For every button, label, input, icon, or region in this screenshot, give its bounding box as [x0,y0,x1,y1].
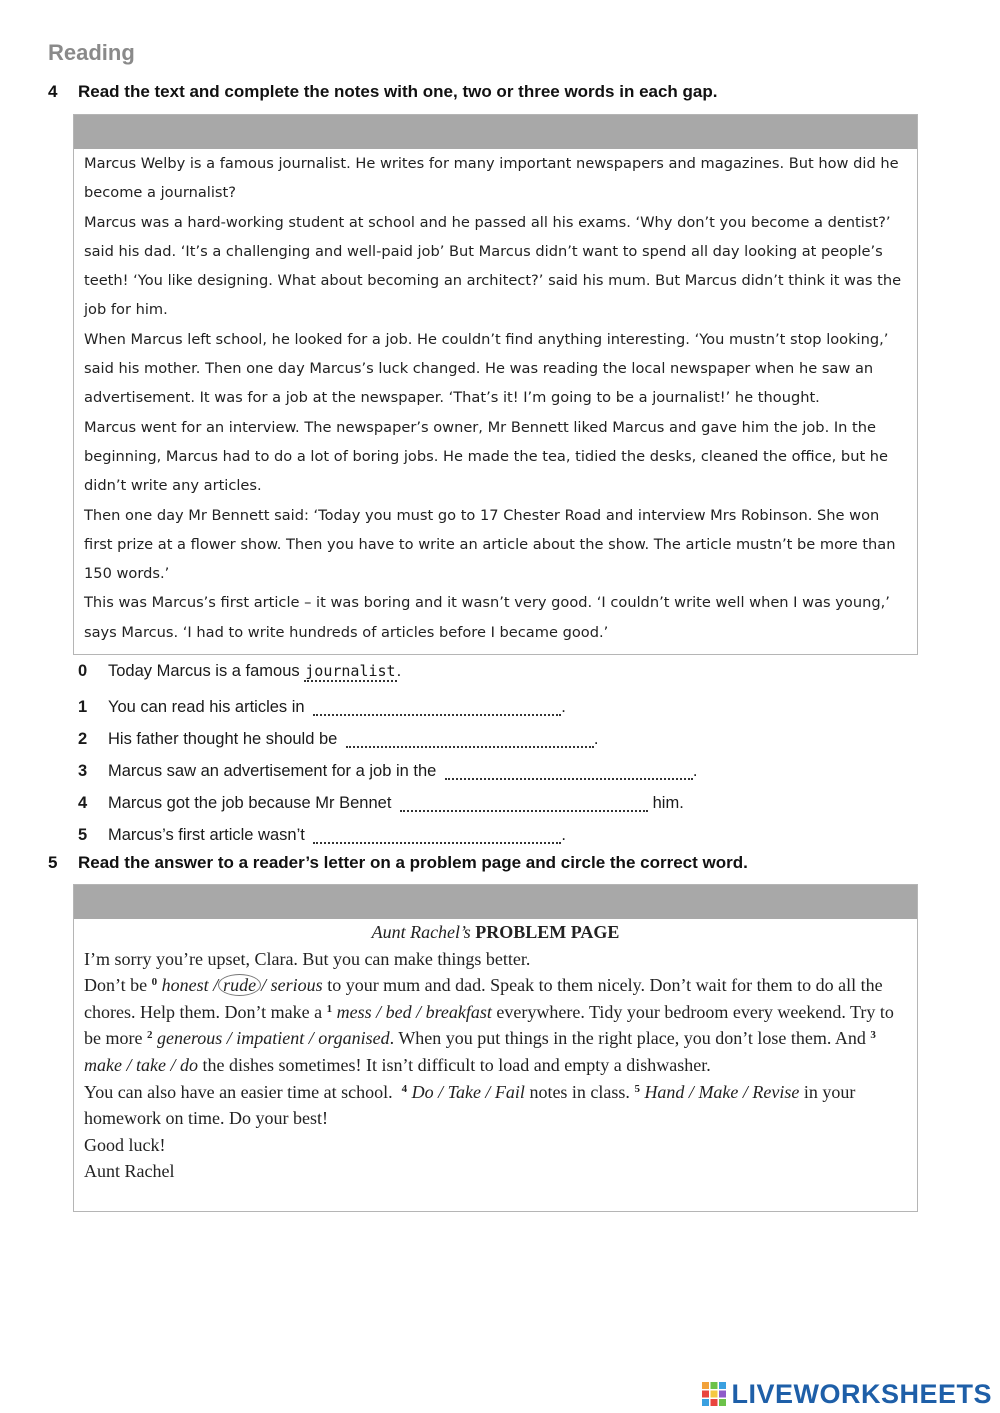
question-end: . [396,662,402,680]
exercise-5-instruction [48,853,748,873]
question-number: 4 [78,794,88,812]
problem-page-letter [74,919,917,1191]
letter-text: in your homework on time. Do your best! [84,1081,856,1129]
question-0 [78,655,698,687]
letter-body [84,972,907,1078]
options-3[interactable]: make / take / do [84,1054,198,1075]
question-end: him. [652,794,684,812]
title-italic: Aunt Rachel’s [371,922,471,942]
answer-gap-5[interactable] [313,824,561,844]
problem-page-box [73,884,918,1212]
title-bold: PROBLEM PAGE [475,922,620,942]
option-serious[interactable]: / serious [261,975,323,996]
liveworksheets-logo [701,1378,992,1410]
passage-paragraph-6: This was Marcus’s first article – it was boring and it wasn’t very good. ‘I couldn’t write well when I was young,’ says Marcus. ‘I had to write hundreds of articles before I became good.’ [84,594,890,641]
letter-line-1: I’m sorry you’re upset, Clara. But you can make things better. [84,948,531,969]
letter-text: to your mum and dad. Speak to them nicely. Don’t wait for them to do all the chores. Help them. Don’t make a [84,975,883,1022]
letter-school [84,1079,907,1132]
exercise-5-number: 5 [48,853,58,872]
question-1 [78,691,698,723]
question-text: You can read his articles in [108,698,305,716]
passage-header-bar [74,115,917,149]
problem-page-header-bar [74,885,917,919]
options-2[interactable]: generous / impatient / organised [156,1028,390,1049]
question-number: 0 [78,662,88,680]
question-text: His father thought he should be [108,730,338,748]
letter-text: Don’t be [84,975,148,996]
options-5[interactable]: Hand / Make / Revise [644,1081,800,1102]
question-end: . [561,826,567,844]
passage-paragraph-1: Marcus Welby is a famous journalist. He writes for many important newspapers and magazines. But how did he become a journalist? [84,155,899,202]
logo-text: LIVEWORKSHEETS [731,1378,992,1409]
exercise-5-instruction-text: Read the answer to a reader’s letter on a problem page and circle the correct word. [78,853,748,872]
letter-text: . When you put things in the right place, you don’t lose them. And [389,1028,866,1049]
letter-text: notes in class. [529,1081,630,1102]
section-title: Reading [48,40,135,65]
question-text: Marcus’s first article wasn’t [108,826,305,844]
exercise-4-instruction-text: Read the text and complete the notes with one, two or three words in each gap. [78,82,718,101]
question-text: Marcus saw an advertisement for a job in the [108,762,437,780]
letter-signature: Aunt Rachel [84,1161,175,1182]
exercise-4-number: 4 [48,82,58,101]
question-5 [78,819,698,851]
question-4 [78,787,698,819]
question-number: 2 [78,730,88,748]
option-rude-circled[interactable]: rude [218,974,261,996]
letter-text: You can also have an easier time at school. [84,1081,393,1102]
question-end: . [692,762,698,780]
liveworksheets-logo-icon [701,1381,727,1407]
question-number: 1 [78,698,88,716]
options-1[interactable]: mess / bed / breakfast [336,1001,492,1022]
question-2 [78,723,698,755]
item-number-0: 0 [151,976,158,989]
answer-gap-2[interactable] [346,728,594,748]
letter-text: everywhere. Tidy your bedroom every weekend. Try to be more [84,1001,894,1049]
item-number-5: 5 [634,1082,640,1095]
problem-page-title [84,919,907,946]
exercise-4-instruction [48,82,717,102]
answer-gap-3[interactable] [445,760,693,780]
passage-paragraph-5: Then one day Mr Bennett said: ‘Today you must go to 17 Chester Road and interview Mrs Robinson. She won first prize at a flower show. Then you have to write an article about the show. The article mustn’t be more than 150 words.’ [84,506,896,583]
item-number-2: 2 [146,1029,153,1042]
question-list [78,655,698,851]
question-end: . [561,698,566,716]
question-number: 5 [78,826,88,844]
example-answer: journalist [305,662,396,680]
question-text: Today Marcus is a famous [108,662,300,680]
reading-passage [74,149,917,651]
option-honest[interactable]: honest / [161,975,219,996]
passage-paragraph-3: When Marcus left school, he looked for a job. He couldn’t find anything interesting. ‘You mustn’t stop looking,’ said his mother. Then one day Marcus’s luck changed. He was reading the local newspaper when he saw an advertisement. It was for a job at the newspaper. ‘That’s it! I’m going to be a journalist!’ he thought. [84,330,889,407]
question-text: Marcus got the job because Mr Bennet [108,794,392,812]
answer-gap-1[interactable] [313,696,561,716]
question-number: 3 [78,762,88,780]
item-number-3: 3 [870,1029,876,1042]
item-number-4: 4 [401,1082,408,1095]
letter-closing: Good luck! [84,1134,166,1155]
answer-gap-4[interactable] [400,792,648,812]
letter-text: the dishes sometimes! It isn’t difficult to load and empty a dishwasher. [202,1054,711,1075]
question-3 [78,755,698,787]
reading-passage-box [73,114,918,655]
passage-paragraph-4: Marcus went for an interview. The newspaper’s owner, Mr Bennett liked Marcus and gave him the job. In the beginning, Marcus had to do a lot of boring jobs. He made the tea, tidied the desks, cleaned the office, but he didn’t write any articles. [84,418,889,495]
item-number-1: 1 [326,1002,333,1015]
question-end: . [593,730,599,748]
passage-paragraph-2: Marcus was a hard-working student at school and he passed all his exams. ‘Why don’t you become a dentist?’ said his dad. ‘It’s a challenging and well-paid job’ But Marcus didn’t want to spend all day looking at people’s teeth! ‘You like designing. What about becoming an architect?’ said his mum. But Marcus didn’t think it was the job for him. [84,213,902,319]
options-4[interactable]: Do / Take / Fail [411,1081,525,1102]
